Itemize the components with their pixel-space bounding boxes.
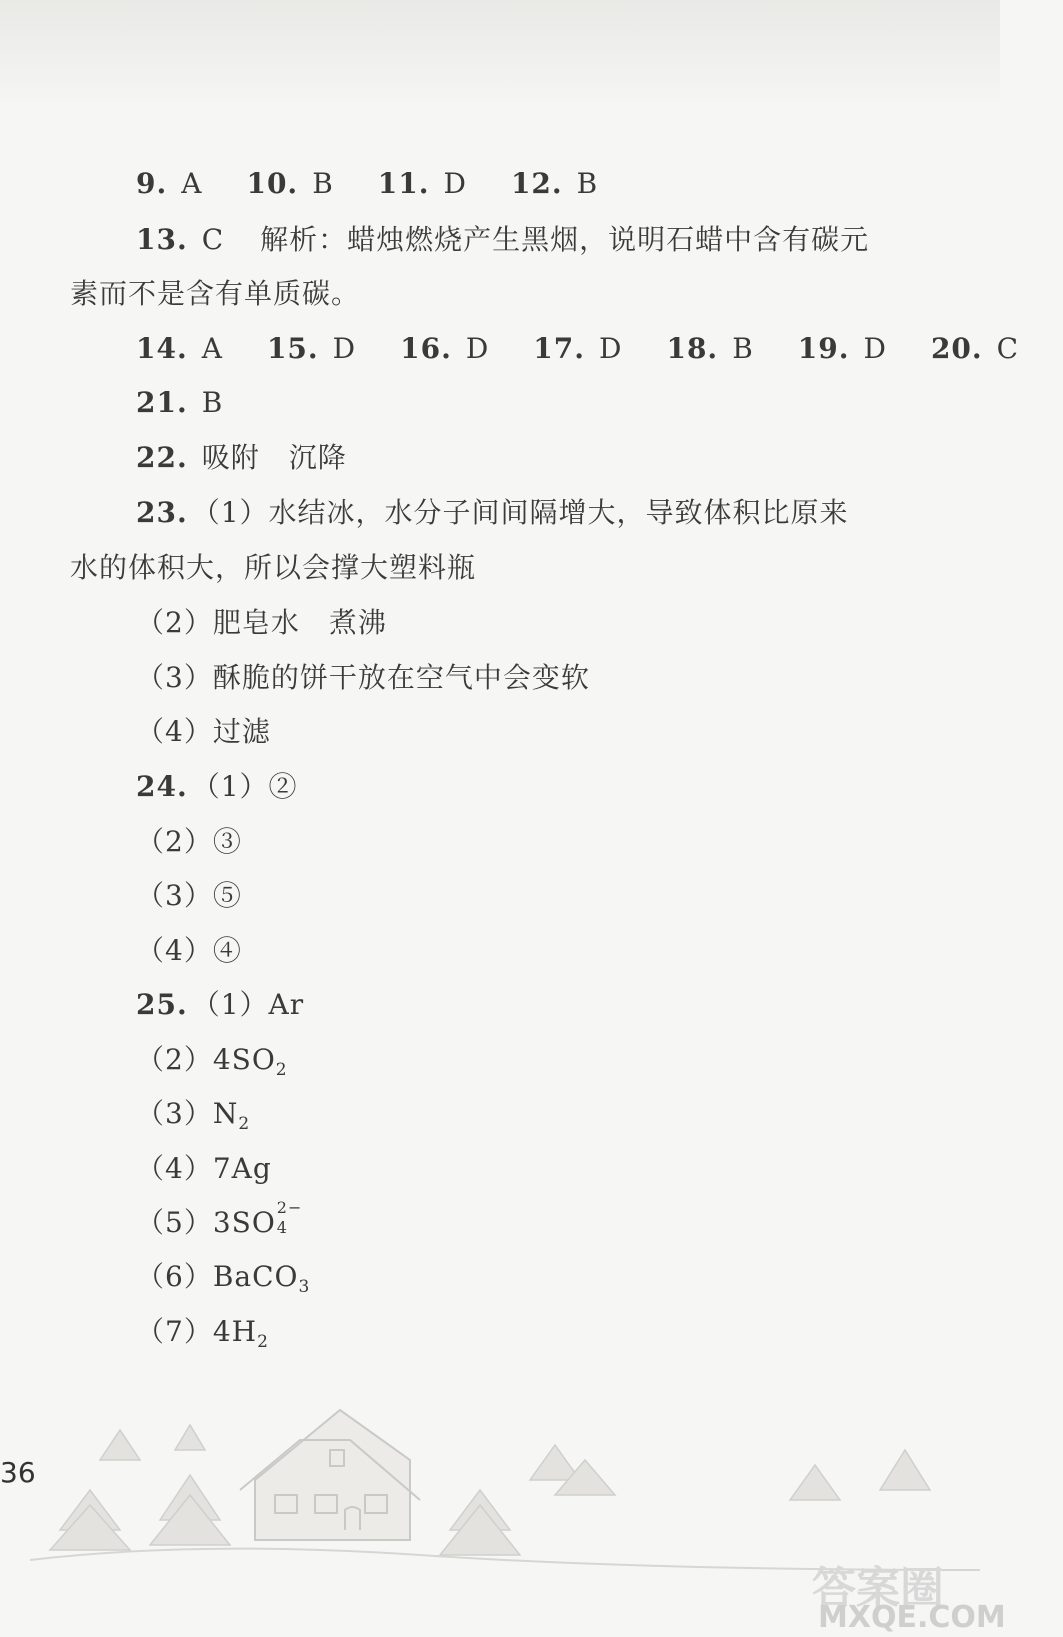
answer-choice: D bbox=[332, 332, 357, 365]
q25-part6-subscript: 3 bbox=[298, 1277, 311, 1297]
watermark-logo: 答案圈 bbox=[812, 1563, 944, 1614]
q23-part1-b: 水的体积大，所以会撑大塑料瓶 bbox=[70, 551, 477, 584]
q22-number: 22. bbox=[136, 441, 188, 474]
q22-answer: 吸附 沉降 bbox=[201, 441, 347, 474]
q25-part1: （1）Ar bbox=[191, 988, 305, 1021]
q25-part5-charge bbox=[276, 1198, 303, 1237]
q24-part4: （4）④ bbox=[136, 934, 242, 967]
question-number: 11. bbox=[377, 167, 430, 200]
answer-choice: A bbox=[181, 167, 203, 200]
q25-part2-subscript: 2 bbox=[275, 1060, 288, 1080]
question-number: 9. bbox=[136, 167, 168, 200]
q25-part6 bbox=[136, 1257, 310, 1307]
q23-part2: （2）肥皂水 煮沸 bbox=[136, 606, 387, 639]
answer-23 bbox=[136, 493, 849, 533]
q23-number: 23. bbox=[136, 496, 188, 529]
q25-part7 bbox=[136, 1312, 269, 1362]
answers-line-14-20 bbox=[136, 329, 1063, 369]
answer-22 bbox=[136, 438, 347, 478]
q24-part2: （2）③ bbox=[136, 825, 242, 858]
question-number: 12. bbox=[510, 167, 563, 200]
answer-item bbox=[931, 329, 1019, 369]
answer-item bbox=[666, 329, 753, 369]
q23-part1-a: （1）水结冰，水分子间间隔增大，导致体积比原来 bbox=[191, 496, 849, 529]
watermark-url: MXQE.COM bbox=[818, 1600, 1006, 1635]
answer-item bbox=[267, 329, 356, 369]
page-number: 36 bbox=[0, 1456, 36, 1489]
q25-part6-label: （6） bbox=[136, 1260, 213, 1293]
answer-21 bbox=[136, 383, 223, 423]
answer-choice: B bbox=[732, 332, 754, 365]
answer-choice: D bbox=[863, 332, 887, 365]
q25-part7-subscript: 2 bbox=[257, 1332, 269, 1352]
q25-part5-formula: 3SO bbox=[212, 1206, 276, 1239]
q21-number: 21. bbox=[136, 386, 188, 419]
answer-choice: D bbox=[599, 332, 623, 365]
answer-25 bbox=[136, 985, 304, 1025]
question-number: 10. bbox=[246, 167, 299, 200]
q25-part7-formula: 4H bbox=[212, 1315, 258, 1348]
q13-explanation-b: 素而不是含有单质碳。 bbox=[70, 277, 361, 310]
answer-13 bbox=[136, 220, 869, 260]
answer-item bbox=[246, 164, 333, 204]
answers-line-9-12 bbox=[136, 164, 642, 204]
q24-part3: （3）⑤ bbox=[136, 879, 242, 912]
answer-choice: D bbox=[443, 167, 467, 200]
q21-answer: B bbox=[201, 386, 224, 419]
q25-part2-label: （2） bbox=[136, 1043, 213, 1076]
q25-part5 bbox=[136, 1198, 303, 1243]
q25-part5-superscript: 2− bbox=[276, 1198, 303, 1217]
question-number: 14. bbox=[136, 332, 188, 365]
question-number: 19. bbox=[797, 332, 850, 365]
question-number: 17. bbox=[533, 332, 586, 365]
answer-item bbox=[136, 329, 223, 369]
q13-answer: C bbox=[201, 223, 225, 256]
answer-item bbox=[533, 329, 622, 369]
q25-part2-formula: 4SO bbox=[212, 1043, 276, 1076]
question-number: 18. bbox=[666, 332, 719, 365]
answer-24 bbox=[136, 767, 298, 807]
q13-number: 13. bbox=[136, 223, 188, 256]
question-number: 16. bbox=[400, 332, 452, 365]
answer-choice: C bbox=[996, 332, 1020, 365]
q13-explanation-a: 解析：蜡烛燃烧产生黑烟，说明石蜡中含有碳元 bbox=[260, 223, 870, 256]
answer-choice: A bbox=[201, 332, 223, 365]
answer-item bbox=[798, 329, 887, 369]
question-number: 20. bbox=[930, 332, 983, 365]
q25-number: 25. bbox=[136, 988, 188, 1021]
q25-part3-subscript: 2 bbox=[238, 1114, 251, 1134]
q25-part6-formula: BaCO bbox=[212, 1260, 299, 1293]
q23-part4: （4）过滤 bbox=[136, 715, 271, 748]
q24-part1: （1）② bbox=[191, 770, 298, 803]
answer-item bbox=[400, 329, 489, 369]
q25-part5-label: （5） bbox=[136, 1206, 213, 1239]
q25-part2 bbox=[136, 1040, 288, 1090]
answer-choice: D bbox=[465, 332, 490, 365]
q25-part4: （4）7Ag bbox=[136, 1152, 272, 1185]
q24-number: 24. bbox=[136, 770, 188, 803]
top-band bbox=[0, 0, 1000, 110]
q25-part5-subscript: 4 bbox=[276, 1218, 288, 1237]
answer-choice: B bbox=[576, 167, 599, 200]
q25-part3 bbox=[136, 1094, 250, 1144]
q25-part3-label: （3） bbox=[136, 1097, 213, 1130]
answer-item bbox=[378, 164, 467, 204]
q25-part7-label: （7） bbox=[136, 1315, 213, 1348]
question-number: 15. bbox=[266, 332, 319, 365]
answer-item bbox=[136, 164, 202, 204]
q23-part3: （3）酥脆的饼干放在空气中会变软 bbox=[136, 661, 590, 694]
answer-item bbox=[511, 164, 598, 204]
answer-choice: B bbox=[312, 167, 334, 200]
q25-part3-formula: N bbox=[212, 1097, 239, 1130]
